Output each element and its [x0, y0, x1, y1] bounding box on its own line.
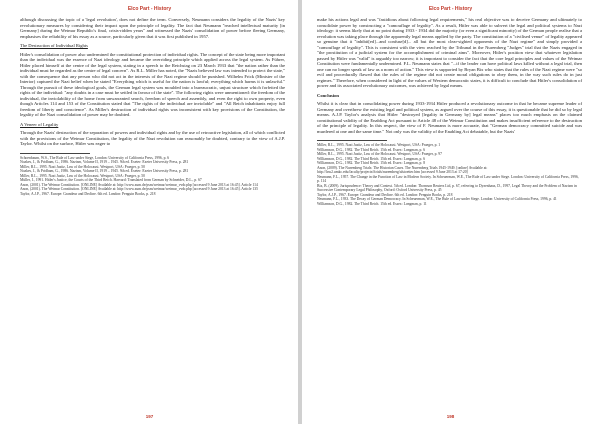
- section-heading: The Destruction of Individual Rights: [20, 43, 88, 48]
- footnote: Neumann, F.L., 1933. The Decay of German Democracy. In Scheuerman, W.E., The Rule of Law under Siege. London: University of California Press, 1996, p. 41: [317, 197, 557, 201]
- running-header: Elco Part - History: [428, 6, 473, 12]
- footnote: Williamson, D.G., 1982. The Third Reich. 15th ed. Essex: Longman, p. 6: [317, 147, 426, 152]
- footnote: Noakes, J., & Pridham, G., 1986. Nazism, Volume II, 1919 – 1945. 9th ed. Exeter: Exeter University Press, p. 281: [20, 169, 189, 173]
- section-heading: A Veneer of Legality: [20, 121, 59, 127]
- footnote: Taylor, A.J.P., 1967. Europe: Grandeur and Decline. 6th ed. London: Penguin Books, p. 218: [317, 192, 453, 197]
- paragraph: Hitler's consolidation of power also undermined the constitutional protection of individual rights. The concept of the state being more important than the individual was the essence of Nazi ideology and became the overriding principle which applied across the legal system. As Führer, Hitler placed himself at the centre of the legal system, stating in a speech to the Reichstag on 23 March 1933 that "the nation rather than the individual must be regarded as the centre of legal concern". As R.L. Miller has noted, the "Nazis believed law was intended to protect the state," with the consequence that any person who did not act in the interests of the Nazi regime should be punished. Wilhelm Frick (Minister of the Interior) captured the Nazi belief when he stated "Everything which is useful for the nation is lawful; everything which harms it is unlawful." Through the pursuit of these ideological goals, the German legal system was moulded into a bureaucratic, unjust structure which forfeited the rights of the individual: "any doubts in a case must be settled in favour of the state". The following rights were unmentioned: the freedom of the individual, the inviolability of the home from unwarranted search, freedom of speech and assembly, and even the right to own property, even though Articles 114 and 153 of the Constitution stated that "The rights of the individual are inviolable" and "All Reich inhabitants enjoy full freedom of liberty and conscience". As Miller's destruction of individual rights was inconsistent with key provisions of the Constitution, the legality of the Nazi consolidation of power may be doubted.: [20, 51, 285, 117]
- paragraph: Whilst it is clear that in consolidating power during 1933-1934 Hitler produced a revolutionary outcome in that he became supreme leader of Germany and overthrew the existing legal and political system, as argued over the course of this essay, it is questionable that he did so by legal means. A.J.P. Taylor's analysis that Hitler "destroyed [legality in Germany by] legal means" places too much emphasis on the claimed constitutional validity of the Enabling Act pursuant to Article 48 of the Weimar Constitution and makes insufficient reference to the destruction of the principle of legality. In this respect, the view of F. Neumann is more accurate, that "German democracy committed suicide and was murdered at one and the same time." Not only was the validity of the Enabling Act debatable, but the Nazis': [317, 101, 582, 134]
- footnote: Miller, R.L., 1995. Nazi Justiz, Law of the Holocaust. Westport, USA: Praeger, p. 50: [20, 164, 145, 169]
- footnote: Williamson, D.G., 1982. The Third Reich. 15th ed. Essex: Longman, p. 8: [317, 161, 426, 165]
- footnote: Anon, (2001). The Weimar Constitution. [ONLINE] Available at: http://www.zum.de/psm/weimar/weimar_vvdr.php [accessed 9 June 2013 at 16:45]. Article 135: [20, 187, 258, 191]
- footnote: Anon, (2001). The Weimar Constitution. [ONLINE] Available at: http://www.zum.de/psm/weimar/weimar_vvdr.php [accessed 9 June 2013 at 16:45]. Article 114: [20, 182, 258, 187]
- footnote: Anon, (2009). The Nuremberg Trials: The Historian Cases. The Nuremberg Trials 1945-1949. [online] Available at: http://law2.umkc.edu/faculty/projects/ftrials/nuremberg/alstoetter.htm [accessed 9 June 2013 at 17:20]: [317, 165, 488, 174]
- footnote: Noakes, J., & Pridham, G., 1986. Nazism, Volume II, 1919 – 1945. 9th ed. Exeter: Exeter University Press, p. 281: [20, 160, 189, 164]
- footnote: Müller, I., 1991. Hitler's Justice, the Courts of the Third Reich. Harvard: Translated from German by Schneider, D.L., p. 67: [20, 178, 202, 182]
- footnote: Neumann, F.L., 1957. The Change in the Function of Law in Modern Society. In Scheuerman, W.E., The Rule of Law under Siege. London: University of California Press, 1996, p. 114: [317, 174, 579, 183]
- page-number: 198: [446, 414, 455, 419]
- paragraph: make his actions legal and was "fastidious about following legal requirements," his real objective was to deceive Germany and ultimately to consolidate power by constructing a "camouflage of legality". As a result, Hitler was able to subvert the legal and political systems to Nazi ideology: it seems likely that at no point during 1933 - 1934 did the majority (or even a significant minority) of the German people realise that a revolution was taking place through the apparently legal means applied by the party. The constitution of a "civilised venue" of legality appeared so genuine that it "inhibit[ed]...and confuse[d]... all but the most clear-sighted opponents of the Nazi regime" and simply provided a "camouflage of legality". This is consistent with the view reached by the Tribunal in the Nuremberg "Judges" trial that the Nazis engaged in "the prostitution of a judicial system for the accomplishment of criminal aims". Moreover, Hitler's position view that whatever legislation passed by Hitler was "valid" is arguably too narrow; it is important to consider the fact that the core legal principles and values of the Weimar Constitution were fundamentally undermined. F.L. Neumann states that "...if the leader can have political laws killed without a legal trial, then one can no longer speak of law as a norm of action." This view is supported by Bryan Bix who states that the rules of the Nazi regime were "so evil and procedurally flawed that the rules of the regime did not create moral obligations to obey them, in the way such rules do in just regimes." Therefore, when considered in light of the values of Western democratic states, it is difficult to conclude that Hitler's consolidation of power and its associated revolutionary outcomes, was achieved by legal means.: [317, 17, 582, 88]
- footnote-divider: [317, 140, 387, 141]
- left-page: [2, 0, 297, 424]
- footnote: Bix, B. (2009). Jurisprudence: Theory and Context. 5th ed. London: Thomson Reuters Ltd, p. 67, referring to Dyzenhaus, D., 1997, Legal Theory and the Problem of Nazism in Successive Contemporary Legal Philosophy, Oxford: Oxford University Press, p. 45: [317, 183, 577, 192]
- footnote: Taylor, A.J.P., 1967. Europe: Grandeur and Decline. 6th ed. London: Penguin Books, p. 218: [20, 191, 156, 196]
- footnote: Miller, R.L., 1995. Nazi Justiz, Law of the Holocaust. Westport, USA: Praeger, p. 50: [20, 173, 145, 178]
- right-page-content: [317, 17, 582, 206]
- paragraph: although discussing the topic of a 'legal revolution', does not define the term. Conversely, Neumann considers the legality of the Nazis' key revolutionary measures by considering their impact upon the principle of legality. The fact that Neumann "reached intellectual maturity [in Germany] during the Weimar Republic's final, crisis-ridden years" and witnessed the Nazis' consolidation of power before fleeing Germany, emphasises the reliability of his essay as a source, particularly given that it was first published in 1957.: [20, 17, 285, 39]
- page-number: 197: [145, 414, 154, 419]
- paragraph: Through the Nazis' destruction of the separation of powers and individual rights and by the use of retroactive legislation, all of which conflicted with the provisions of the Weimar Constitution, the legality of the Nazi revolution can reasonably be doubted, contrary to the view of A.J.P. Taylor. Whilst on the surface, Hitler was eager to: [20, 130, 285, 146]
- section-heading: Conclusion: [317, 92, 339, 98]
- left-page-content: [20, 17, 285, 196]
- right-page: [303, 0, 598, 424]
- footnote: Williamson, D.G., 1982. The Third Reich. 15th ed. Essex: Longman, p. 11: [317, 201, 427, 206]
- footnote: Williamson, D.G., 1982. The Third Reich. 15th ed. Essex: Longman, p. 6: [317, 156, 426, 161]
- running-header: Elco Part - History: [127, 6, 172, 12]
- footnote-divider: [20, 153, 90, 154]
- page-gutter: [298, 0, 302, 424]
- footnote: Schoenbaum, W.S., The Rule of Law under Siege, London: University of California Press, 1996, p. 6: [20, 155, 170, 160]
- footnote: Miller, R.L., 1995. Nazi Justiz, Law of the Holocaust. Westport, USA: Praeger, p. 1: [317, 143, 441, 147]
- footnote: Miller, R.L., 1995. Nazi Justiz, Law of the Holocaust. Westport, USA: Praeger, p. 97: [317, 152, 442, 156]
